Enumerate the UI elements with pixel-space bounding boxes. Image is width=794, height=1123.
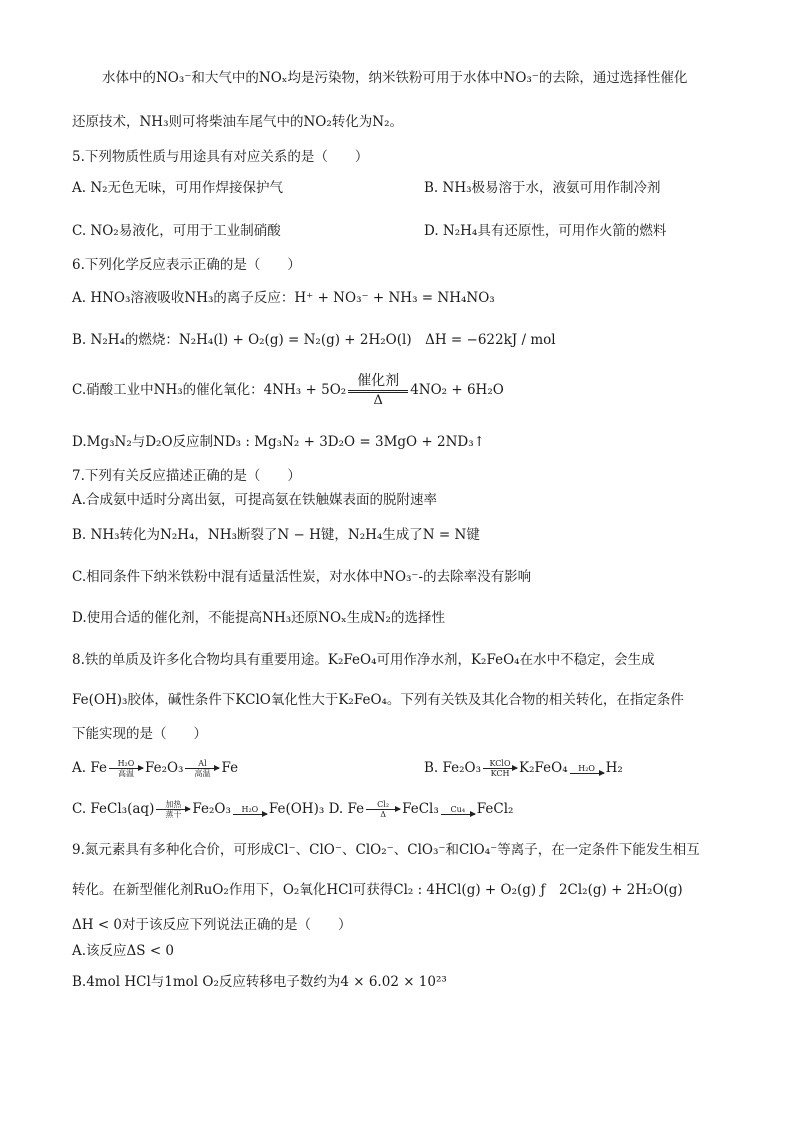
q8-a-step-1 [109,759,143,778]
arrow-right-icon [483,768,517,769]
q7-option-d: D.使用合适的催化剂，不能提高NH₃还原NOₓ生成N₂的选择性 [72,610,445,626]
q8-b-c1-top: KClO [489,759,511,768]
q8-b-step-2 [570,764,604,774]
q8-stem-1: 8.铁的单质及许多化合物均具有重要用途。K₂FeO₄可用作净水剂，K₂FeO₄在水中不稳定，会生成 [72,652,655,668]
q6-option-c [72,372,754,409]
arrow-right-icon [570,773,604,774]
q5-option-d: D. N₂H₄具有还原性，可用作火箭的燃料 [424,223,667,239]
q6-c-condition [348,372,408,409]
q8-b-species-1: B. Fe₂O₃ [424,760,482,776]
intro-line-2: 还原技术，NH₃则可将柴油车尾气中的NO₂转化为N₂。 [72,114,404,130]
q6-stem: 6.下列化学反应表示正确的是（ ） [72,257,301,273]
q5-option-b: B. NH₃极易溶于水，液氨可用作制冷剂 [424,180,661,196]
q8-option-a [72,760,238,776]
q8-c-step-1 [156,800,190,819]
q8-c-c2-top: H₂O [241,804,259,814]
q8-d-c1-bot: Δ [380,810,386,819]
arrow-right-icon [441,814,475,815]
q8-d-species-3: FeCl₂ [476,801,514,817]
q8-a-c1-top: H₂O [117,759,135,768]
q8-options-row-1 [72,756,754,780]
q8-a-step-2 [185,759,219,778]
q8-option-d [329,801,514,817]
q8-d-c1-top: Cl₂ [377,800,390,809]
q5-stem: 5.下列物质性质与用途具有对应关系的是（ ） [72,149,369,165]
q8-d-step-2 [441,805,475,815]
q5-options-row-2 [72,221,754,241]
arrow-right-icon [156,809,190,810]
q8-c-species-1: C. FeCl₃(aq) [72,801,155,817]
q8-b-step-1 [483,759,517,778]
q9-option-a: A.该反应ΔS < 0 [72,943,175,959]
q6-c-reactants: C.硝酸工业中NH₃的催化氧化：4NH₃ + 5O₂ [72,382,347,398]
q8-option-c [72,801,329,817]
q5-option-a: A. N₂无色无味，可用作焊接保护气 [72,180,284,196]
q8-d-c2-top: Cu₄ [450,804,466,814]
q6-c-catalyst: 催化剂 [357,373,400,389]
q7-stem: 7.下列有关反应描述正确的是（ ） [72,468,301,484]
q8-options-row-2 [72,797,754,821]
q8-c-species-3: Fe(OH)₃ [268,801,325,817]
q8-d-species-1: D. Fe [328,801,365,817]
arrow-right-icon [109,768,143,769]
q8-c-species-2: Fe₂O₃ [192,801,231,817]
arrow-right-icon [233,814,267,815]
arrow-right-icon [185,768,219,769]
arrow-right-icon [366,809,400,810]
q8-a-c1-bot: 高温 [117,769,134,778]
q9-stem-3: ΔH < 0对于该反应下列说法正确的是（ ） [72,917,352,933]
q6-c-products: 4NO₂ + 6H₂O [410,382,504,398]
q8-a-species-1: A. Fe [72,760,107,776]
q8-a-species-2: Fe₂O₃ [144,760,184,776]
equals-arrow-icon [348,390,408,393]
q8-stem-2: Fe(OH)₃胶体，碱性条件下KClO氧化性大于K₂FeO₄。下列有关铁及其化合物的相关转化，在指定条件 [72,692,684,708]
q8-c-c1-bot: 蒸干 [165,810,182,819]
q8-a-c2-bot: 高温 [194,769,211,778]
q8-b-c1-bot: KCH [490,769,510,778]
q5-option-c: C. NO₂易液化，可用于工业制硝酸 [72,223,281,239]
q7-option-b: B. NH₃转化为N₂H₄，NH₃断裂了N − H键，N₂H₄生成了N = N键 [72,527,480,543]
q9-stem-2: 转化。在新型催化剂RuO₂作用下，O₂氧化HCl可获得Cl₂ : 4HCl(g) + O₂(g) ƒ 2Cl₂(g) + 2H₂O(g) [72,882,683,898]
q6-option-a: A. HNO₃溶液吸收NH₃的离子反应：H⁺ + NO₃⁻ + NH₃ = NH₄NO₃ [72,290,495,306]
intro-line-1: 水体中的NO₃⁻和大气中的NOₓ均是污染物，纳米铁粉可用于水体中NO₃⁻的去除，通过选择性催化 [102,70,688,86]
q8-a-species-3: Fe [221,760,239,776]
q5-options-row-1 [72,178,754,198]
q8-b-species-3: H₂ [605,760,623,776]
q8-b-species-2: K₂FeO₄ [519,760,568,776]
q8-b-c2-top: H₂O [578,763,595,773]
q8-option-b [424,756,623,780]
q8-a-c2-top: Al [198,759,207,768]
q6-option-b: B. N₂H₄的燃烧：N₂H₄(l) + O₂(g) = N₂(g) + 2H₂O(l) ΔH = −622kJ / mol [72,332,556,348]
q9-option-b: B.4mol HCl与1mol O₂反应转移电子数约为4 × 6.02 × 10²³ [72,974,447,990]
q8-d-species-2: FeCl₃ [402,801,439,817]
q8-c-c1-top: 加热 [165,800,182,809]
q8-stem-3: 下能实现的是（ ） [72,726,207,742]
q6-option-d: D.Mg₃N₂与D₂O反应制ND₃ : Mg₃N₂ + 3D₂O = 3MgO + 2ND₃↑ [72,434,485,450]
q8-c-step-2 [233,805,267,815]
q7-option-c: C.相同条件下纳米铁粉中混有适量活性炭，对水体中NO₃⁻-的去除率没有影响 [72,569,532,585]
q7-option-a: A.合成氨中适时分离出氨，可提高氨在铁触媒表面的脱附速率 [72,492,438,508]
q9-stem-1: 9.氮元素具有多种化合价，可形成Cl⁻、ClO⁻、ClO₂⁻、ClO₃⁻和ClO₄⁻等离子，在一定条件下能发生相互 [72,842,700,858]
q6-c-heat: Δ [373,393,383,408]
q8-d-step-1 [366,800,400,819]
